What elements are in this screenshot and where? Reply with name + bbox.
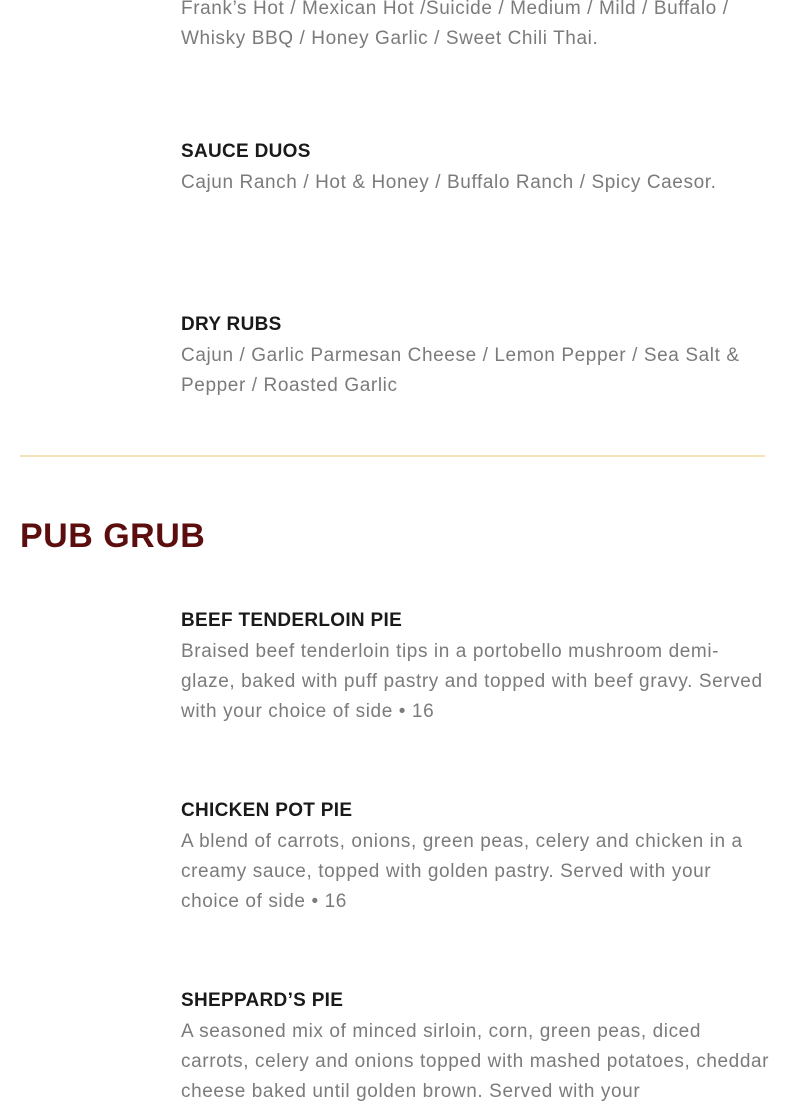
item-name: SHEPPARD’S PIE — [181, 990, 344, 1011]
menu-item-wing-sauces — [181, 0, 771, 54]
menu-item-sheppards-pie — [181, 990, 771, 1107]
item-description: Frank’s Hot / Mexican Hot /Suicide / Medium / Mild / Buffalo / Whisky BBQ / Honey Garlic / Sweet Chili Thai. — [181, 0, 729, 49]
item-description: Braised beef tenderloin tips in a portobello mushroom demi-glaze, baked with puff pastry and topped with beef gravy. Served with your choice of side • 16 — [181, 641, 763, 722]
menu-item-beef-tenderloin-pie — [181, 610, 771, 727]
section-divider — [20, 455, 765, 457]
item-description: A seasoned mix of minced sirloin, corn, green peas, diced carrots, celery and onions topped with mashed potatoes, cheddar cheese baked until golden brown. Served with your — [181, 1021, 770, 1102]
item-description: Cajun Ranch / Hot & Honey / Buffalo Ranch / Spicy Caesor. — [181, 172, 717, 193]
item-name: DRY RUBS — [181, 314, 282, 335]
item-name: SAUCE DUOS — [181, 141, 311, 162]
item-description: A blend of carrots, onions, green peas, celery and chicken in a creamy sauce, topped with golden pastry. Served with your choice of side • 16 — [181, 831, 743, 912]
menu-item-sauce-duos — [181, 141, 771, 198]
item-name: CHICKEN POT PIE — [181, 800, 353, 821]
section-title: PUB GRUB — [20, 517, 206, 555]
item-description: Cajun / Garlic Parmesan Cheese / Lemon Pepper / Sea Salt & Pepper / Roasted Garlic — [181, 345, 740, 396]
menu-item-chicken-pot-pie — [181, 800, 771, 917]
item-name: BEEF TENDERLOIN PIE — [181, 610, 403, 631]
menu-item-dry-rubs — [181, 314, 771, 401]
